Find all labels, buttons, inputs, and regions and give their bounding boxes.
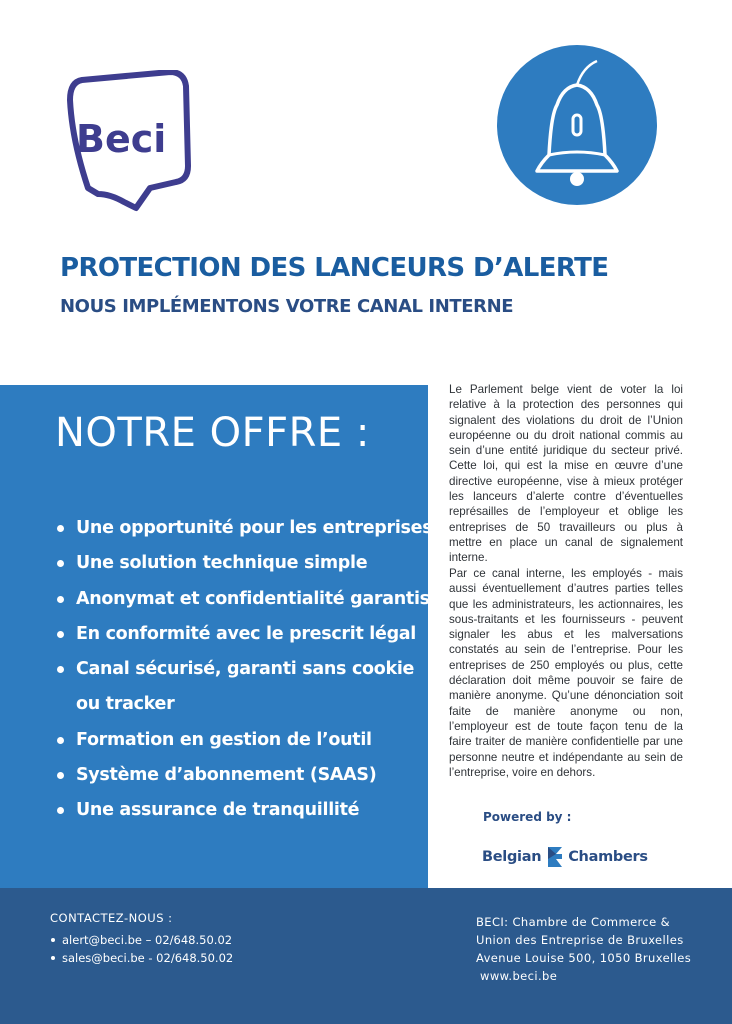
offer-item: Une assurance de tranquillité [55,793,415,828]
brand-right: Chambers [568,849,648,865]
offer-item-continuation: ou tracker [76,694,175,715]
page-subtitle: NOUS IMPLÉMENTONS VOTRE CANAL INTERNE [60,296,514,317]
address-line: Union des Entreprise de Bruxelles [476,933,684,947]
chambers-mark-icon [544,845,566,869]
body-paragraph-1: Le Parlement belge vient de voter la loi relative à la protection des personnes qui signalent des violations du droit de l’Union européenne ou du droit national commis au sein d’une entité juridique du secteur privé. Cette loi, qui est la mise en œuvre d’une directive européenne, vise à mieux protéger les lanceurs d’alerte contre d’éventuelles représailles de l’employeur et oblige les entreprises de 50 travailleurs ou plus à mettre en place un canal de signalement interne. [449,383,683,565]
offer-item: Canal sécurisé, garanti sans cookie [55,652,415,687]
address-block [476,913,691,985]
contact-email-alert[interactable]: alert@beci.be – 02/648.50.02 [50,931,233,949]
website-link[interactable]: www.beci.be [476,969,558,983]
offer-item: Une opportunité pour les entreprises [55,511,415,546]
page-title: PROTECTION DES LANCEURS D’ALERTE [60,253,609,283]
offer-item: Formation en gestion de l’outil [55,723,415,758]
address-line: BECI: Chambre de Commerce & [476,915,671,929]
contact-title: CONTACTEZ-NOUS : [50,911,173,925]
offer-panel [0,385,433,888]
contact-list [50,931,233,967]
bell-mouse-icon [497,45,657,205]
contact-email-sales[interactable]: sales@beci.be - 02/648.50.02 [50,949,233,967]
offer-title: NOTRE OFFRE : [55,410,370,456]
offer-item: Anonymat et confidentialité garantis [55,582,415,617]
footer [0,888,732,1024]
offer-item: Une solution technique simple [55,546,415,581]
beci-logo [62,70,192,212]
offer-item: En conformité avec le prescrit légal [55,617,415,652]
belgian-chambers-logo [482,844,648,870]
brand-left: Belgian [482,849,542,865]
offer-item: Système d’abonnement (SAAS) [55,758,415,793]
logo-text: Beci [76,117,167,161]
body-paragraph-2: Par ce canal interne, les employés - mais aussi éventuellement d’autres parties telles que les administrateurs, les actionnaires, les sous-traitants et les fournisseurs - peuvent signaler les abus et les malversations constatés au sein de l’entreprise. Pour les entreprises de 250 employés ou plus, cette déclaration doit même pouvoir se faire de manière anonyme. Qu’une dénonciation soit faite de manière anonyme ou non, l’employeur est de toute façon tenu de la faire traiter de manière confidentielle par une personne neutre et indépendante au sein de l’entreprise, voire en dehors. [449,567,683,779]
offer-list [55,511,433,829]
powered-by-label: Powered by : [483,810,572,824]
address-line: Avenue Louise 500, 1050 Bruxelles [476,951,692,965]
